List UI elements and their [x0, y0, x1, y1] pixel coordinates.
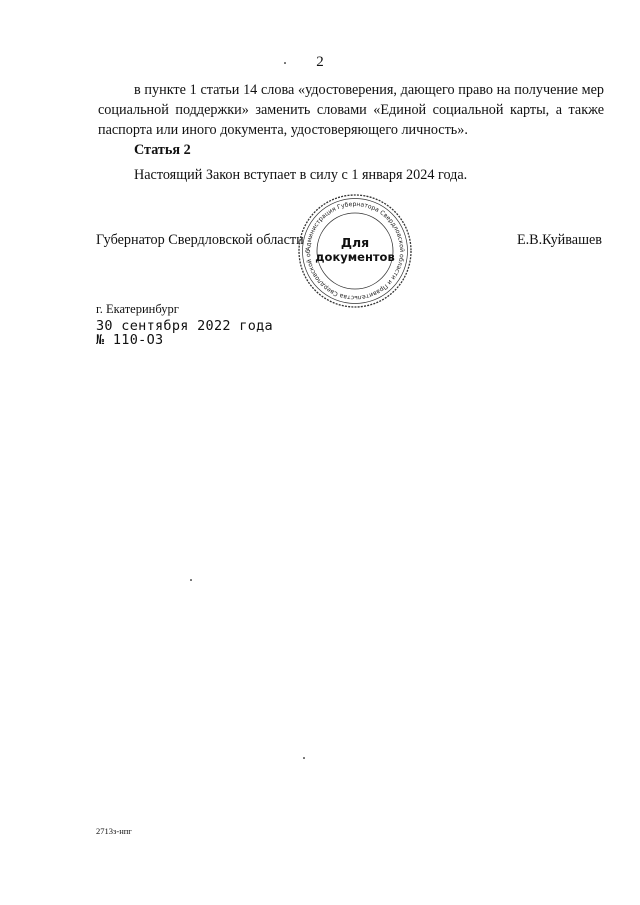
official-stamp: [297, 193, 413, 309]
scan-speck: [284, 62, 286, 64]
stamp-line-1: Для: [340, 235, 370, 250]
signatory-title: Губернатор Свердловской области: [96, 232, 304, 248]
amendment-paragraph: в пункте 1 статьи 14 слова «удостоверения, дающего право на получение мер социальной поддержки» заменить словами «Единой социальной карты, а также паспорта или иного документа, удостоверяющего личность».: [98, 82, 604, 138]
page-number: 2: [316, 54, 324, 70]
law-number: № 110-ОЗ: [96, 332, 164, 348]
stamp-line-2: документов: [315, 250, 395, 264]
signing-date: 30 сентября 2022 года: [96, 318, 273, 334]
scan-speck: [303, 757, 305, 759]
place-of-signing: г. Екатеринбург: [96, 302, 179, 316]
document-code: 2713з-нпг: [96, 826, 132, 836]
signatory-name: Е.В.Куйвашев: [516, 232, 602, 248]
stamp-ring-text: Администрация Губернатора Свердловской области и Правительства Свердловской об: [304, 200, 406, 302]
article-heading: Статья 2: [134, 142, 191, 158]
scan-speck: [190, 579, 192, 581]
article-text: Настоящий Закон вступает в силу с 1 января 2024 года.: [134, 167, 468, 183]
